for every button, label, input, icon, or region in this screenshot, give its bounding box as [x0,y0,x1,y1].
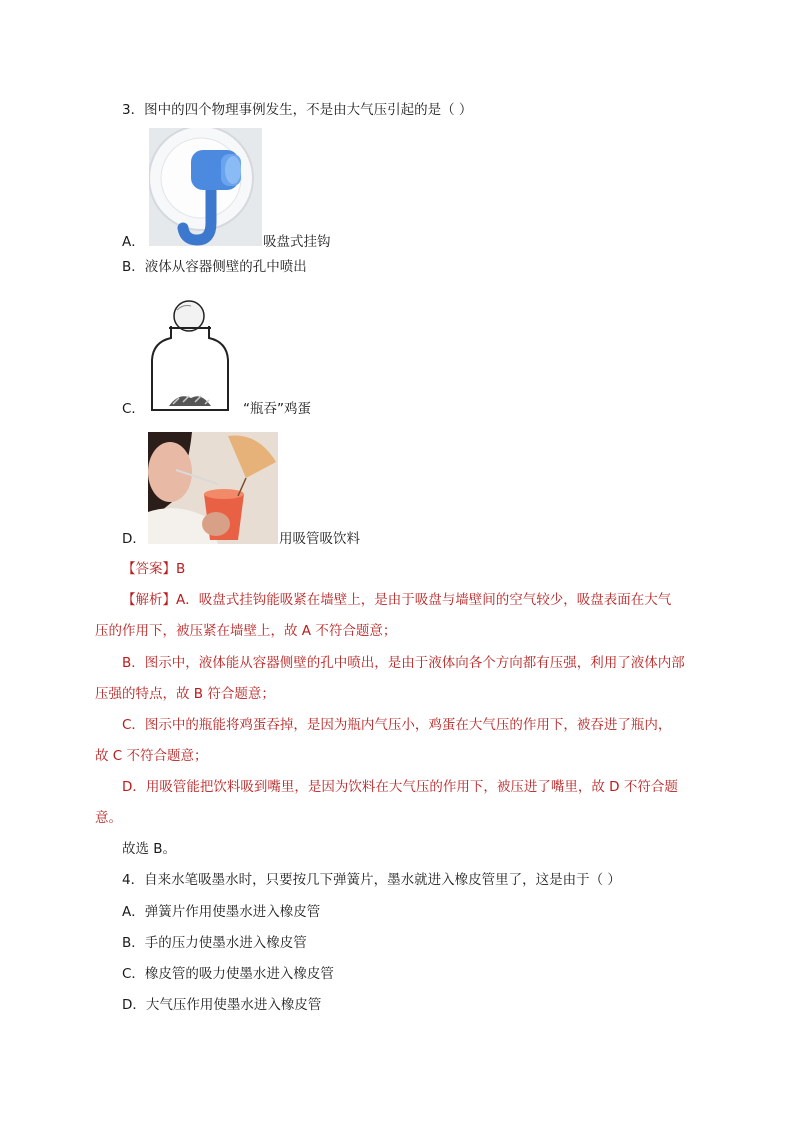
q4-option-b: B．手的压力使墨水进入橡皮管 [122,935,307,951]
analysis-tag: 【解析】 [122,592,176,608]
q4-option-d: D．大气压作用使墨水进入橡皮管 [122,997,322,1013]
option-b: B．液体从容器侧壁的孔中喷出 [122,259,307,275]
drinking-straw-image [148,432,278,544]
analysis-line-5: C．图示中的瓶能将鸡蛋吞掉，是因为瓶内气压小，鸡蛋在大气压的作用下，被吞进了瓶内， [122,717,672,733]
analysis-line-3: B．图示中，液体能从容器侧壁的孔中喷出，是由于液体向各个方向都有压强，利用了液体内部 [122,655,685,671]
question-3-stem: 3．图中的四个物理事例发生，不是由大气压引起的是（ ） [122,102,473,118]
option-c-caption: “瓶吞”鸡蛋 [243,401,311,417]
q4-option-a: A．弹簧片作用使墨水进入橡皮管 [122,904,321,920]
option-c-label: C． [122,401,145,417]
conclusion: 故选 B。 [122,841,177,857]
answer-value: B [176,561,186,577]
analysis-line-1: 【解析】A．吸盘式挂钩能吸紧在墙壁上，是由于吸盘与墙壁间的空气较少，吸盘表面在大气 [122,592,672,608]
q4-option-c: C．橡皮管的吸力使墨水进入橡皮管 [122,966,334,982]
option-d-label: D． [122,531,146,547]
analysis-line-4: 压强的特点，故 B 符合题意； [95,686,275,702]
analysis-line-2: 压的作用下，被压紧在墙壁上，故 A 不符合题意； [95,623,397,639]
answer-tag: 【答案】 [122,561,176,577]
option-d-caption: 用吸管吸饮料 [279,531,360,547]
suction-hook-image [149,128,262,246]
answer-line [122,560,185,578]
analysis-line-7: D．用吸管能把饮料吸到嘴里，是因为饮料在大气压的作用下，被压进了嘴里，故 D 不符合题 [122,779,678,795]
option-a-label: A． [122,234,145,250]
analysis-line-6: 故 C 不符合题意； [95,748,208,764]
question-4-stem: 4．自来水笔吸墨水时，只要按几下弹簧片，墨水就进入橡皮管里了，这是由于（ ） [122,872,621,888]
option-a-caption: 吸盘式挂钩 [263,234,331,250]
bottle-egg-image [149,298,231,414]
analysis-line-8: 意。 [95,810,122,826]
